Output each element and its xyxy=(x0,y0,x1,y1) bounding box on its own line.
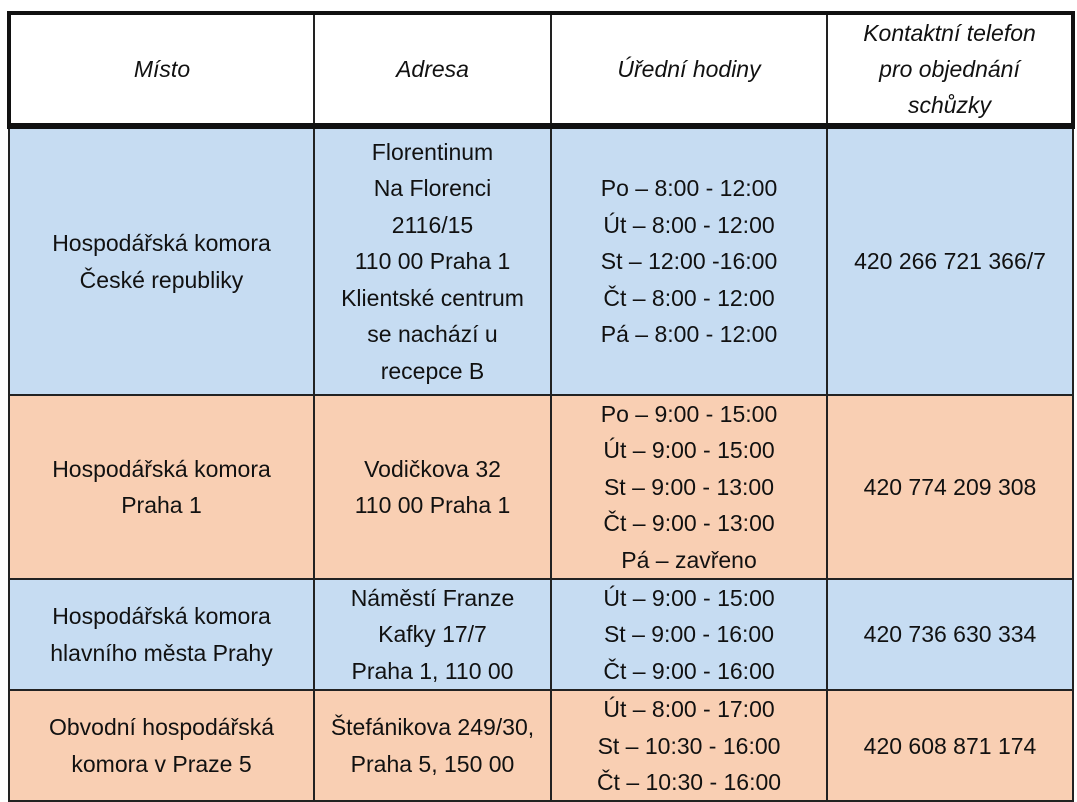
header-hodiny: Úřední hodiny xyxy=(551,13,827,126)
address-line: Náměstí Franze xyxy=(350,585,515,612)
place-line: komora v Praze 5 xyxy=(71,750,252,777)
address-cell xyxy=(314,579,551,690)
address-line: 110 00 Praha 1 xyxy=(354,248,511,275)
place-line: hlavního města Prahy xyxy=(50,639,273,666)
address-line: 110 00 Praha 1 xyxy=(354,492,511,519)
table-row xyxy=(9,395,1073,579)
address-line: Klientské centrum xyxy=(341,284,524,311)
hours-line: Út – 8:00 - 17:00 xyxy=(603,696,775,723)
place-line: Praha 1 xyxy=(121,492,202,519)
table-row xyxy=(9,690,1073,801)
hours-line: Pá – 8:00 - 12:00 xyxy=(600,321,778,348)
hours-line: St – 9:00 - 16:00 xyxy=(603,621,775,648)
header-kontakt-line: pro objednání xyxy=(879,56,1020,82)
phone-cell: 420 736 630 334 xyxy=(827,579,1073,690)
place-cell xyxy=(9,690,314,801)
address-line: Florentinum xyxy=(371,139,494,166)
hours-line: Po – 8:00 - 12:00 xyxy=(600,175,778,202)
phone-cell: 420 266 721 366/7 xyxy=(827,126,1073,395)
address-line: Praha 1, 110 00 xyxy=(351,657,514,684)
address-line: Na Florenci xyxy=(373,175,492,202)
hours-line: St – 10:30 - 16:00 xyxy=(597,732,781,759)
address-line: recepce B xyxy=(380,357,485,384)
address-cell xyxy=(314,126,551,395)
hours-line: Čt – 9:00 - 13:00 xyxy=(603,510,775,537)
address-cell xyxy=(314,395,551,579)
place-line: Hospodářská komora xyxy=(52,603,271,630)
hours-line: St – 9:00 - 13:00 xyxy=(603,473,775,500)
place-line: Obvodní hospodářská xyxy=(48,714,275,741)
hours-line: Po – 9:00 - 15:00 xyxy=(600,401,778,427)
address-line: se nachází u xyxy=(367,321,498,348)
place-cell xyxy=(9,126,314,395)
hours-line: Čt – 9:00 - 16:00 xyxy=(603,657,775,684)
header-misto: Místo xyxy=(9,13,314,126)
place-line: České republiky xyxy=(79,266,244,293)
office-hours-table xyxy=(7,11,1075,802)
address-line: Štefánikova 249/30, xyxy=(330,714,535,741)
header-kontakt xyxy=(827,13,1073,126)
hours-cell xyxy=(551,690,827,801)
hours-line: Čt – 8:00 - 12:00 xyxy=(603,284,775,311)
address-line: Vodičkova 32 xyxy=(364,455,501,482)
hours-cell xyxy=(551,579,827,690)
address-line: Praha 5, 150 00 xyxy=(350,750,515,777)
header-adresa: Adresa xyxy=(314,13,551,126)
header-kontakt-line: Kontaktní telefon xyxy=(863,20,1036,46)
phone-cell: 420 774 209 308 xyxy=(827,395,1073,579)
place-cell xyxy=(9,395,314,579)
table-row xyxy=(9,579,1073,690)
address-cell xyxy=(314,690,551,801)
place-line: Hospodářská komora xyxy=(52,455,271,482)
phone-cell: 420 608 871 174 xyxy=(827,690,1073,801)
header-kontakt-line: schůzky xyxy=(907,92,992,118)
hours-line: Pá – zavřeno xyxy=(621,546,757,573)
address-line: 2116/15 xyxy=(391,211,474,238)
hours-line: Út – 9:00 - 15:00 xyxy=(603,585,775,612)
hours-line: St – 12:00 -16:00 xyxy=(600,248,778,275)
address-line: Kafky 17/7 xyxy=(378,621,487,648)
place-line: Hospodářská komora xyxy=(52,230,271,257)
hours-line: Út – 8:00 - 12:00 xyxy=(603,211,775,238)
hours-cell xyxy=(551,395,827,579)
place-cell xyxy=(9,579,314,690)
table-row xyxy=(9,126,1073,395)
table-header xyxy=(9,13,1073,126)
hours-line: Út – 9:00 - 15:00 xyxy=(603,437,775,464)
hours-line: Čt – 10:30 - 16:00 xyxy=(596,769,782,796)
hours-cell xyxy=(551,126,827,395)
